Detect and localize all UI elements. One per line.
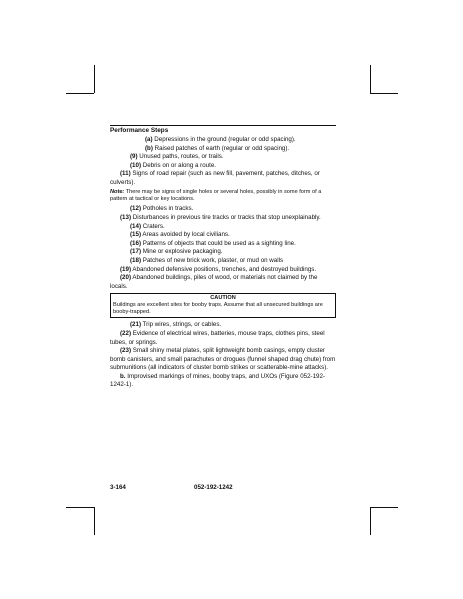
step-number: (b) (145, 144, 153, 152)
step-text: Unused paths, routes, or trails. (137, 153, 224, 161)
step-item (110, 274, 336, 291)
step-item (110, 321, 336, 330)
step-item (110, 248, 336, 257)
step-item (110, 240, 336, 249)
task-number: 052-192-1242 (194, 484, 233, 491)
caution-title: CAUTION (210, 295, 236, 302)
step-text: Abandoned defensive positions, trenches, and destroyed buildings. (131, 265, 317, 273)
step-item (110, 231, 336, 240)
step-text: Patterns of objects that could be used as a sighting line. (141, 239, 296, 247)
step-text: Trip wires, strings, or cables. (141, 321, 222, 329)
step-item (110, 257, 336, 266)
step-number: (19) (120, 265, 132, 273)
caution-box (110, 293, 336, 318)
step-text: Abandoned buildings, piles of wood, or materials not claimed by the locals. (110, 274, 318, 290)
step-item (110, 162, 336, 171)
step-number: (a) (145, 136, 153, 143)
crop-mark (370, 65, 371, 93)
step-item (110, 347, 336, 373)
step-number: (14) (130, 222, 142, 230)
step-item (110, 205, 336, 214)
step-item (110, 223, 336, 232)
step-list (110, 321, 336, 390)
crop-mark (94, 65, 95, 93)
step-item (110, 330, 336, 347)
step-item (110, 153, 336, 162)
step-number: (21) (130, 321, 142, 329)
step-item (110, 145, 336, 154)
step-number: (22) (120, 329, 132, 337)
document-body (110, 125, 336, 390)
page-number: 3-164 (110, 484, 126, 491)
step-list (110, 136, 336, 188)
step-text: Craters. (141, 222, 165, 230)
step-text: Evidence of electrical wires, batteries, mouse traps, clothes pins, steel tubes, or springs. (110, 329, 325, 346)
step-text: Raised patches of earth (regular or odd spacing). (152, 144, 290, 152)
step-number: b. (120, 372, 126, 380)
crop-mark (66, 93, 94, 94)
step-text: Potholes in tracks. (141, 205, 194, 213)
crop-mark (370, 507, 398, 508)
note-text: There may be signs of single holes or several holes, possibly in some form of a pattern at tactical or key locations. (110, 188, 322, 202)
step-item (110, 266, 336, 275)
step-text: Mine or explosive packaging. (141, 248, 223, 256)
step-text: Depressions in the ground (regular or odd spacing). (152, 136, 296, 143)
step-text: Signs of road repair (such as new fill, pavement, patches, ditches, or culverts). (110, 170, 320, 186)
step-number: (11) (120, 170, 131, 178)
step-number: (17) (130, 248, 142, 256)
note-label: Note: (110, 188, 125, 195)
step-text: Patches of new brick work, plaster, or mud on walls (141, 256, 284, 264)
step-number: (13) (120, 213, 132, 221)
step-item (110, 136, 336, 145)
step-list (110, 205, 336, 291)
step-item (110, 170, 336, 187)
step-number: (10) (130, 161, 142, 169)
step-number: (16) (130, 239, 142, 247)
step-number: (15) (130, 231, 142, 239)
crop-mark (370, 93, 398, 94)
step-text: Areas avoided by local civilians. (141, 231, 230, 239)
step-number: (18) (130, 256, 142, 264)
step-text: Small shiny metal plates, split lightweight bomb casings, empty cluster bomb canisters, and small parachutes or drogues (funnel shaped drag chute) from submunitions (all indicators of cluster bomb strikes or scatterable-mine attacks). (110, 347, 336, 372)
step-number: (23) (120, 347, 132, 355)
step-text: Debris on or along a route. (141, 161, 216, 169)
caution-text: Buildings are excellent sites for booby traps. Assume that all unsecured buildings are booby-trapped. (113, 302, 323, 316)
step-number: (12) (130, 205, 142, 213)
step-number: (20) (120, 274, 132, 282)
step-item (110, 373, 336, 390)
step-text: Disturbances in previous tire tracks or tracks that stop unexplainably. (131, 213, 321, 221)
step-number: (9) (130, 153, 138, 161)
crop-mark (66, 507, 94, 508)
step-text: Improvised markings of mines, booby traps, and UXOs (Figure 052-192-1242-1). (110, 372, 325, 389)
crop-mark (370, 507, 371, 535)
crop-mark (94, 507, 95, 535)
section-heading: Performance Steps (110, 125, 336, 136)
step-item (110, 214, 336, 223)
note (110, 189, 336, 204)
